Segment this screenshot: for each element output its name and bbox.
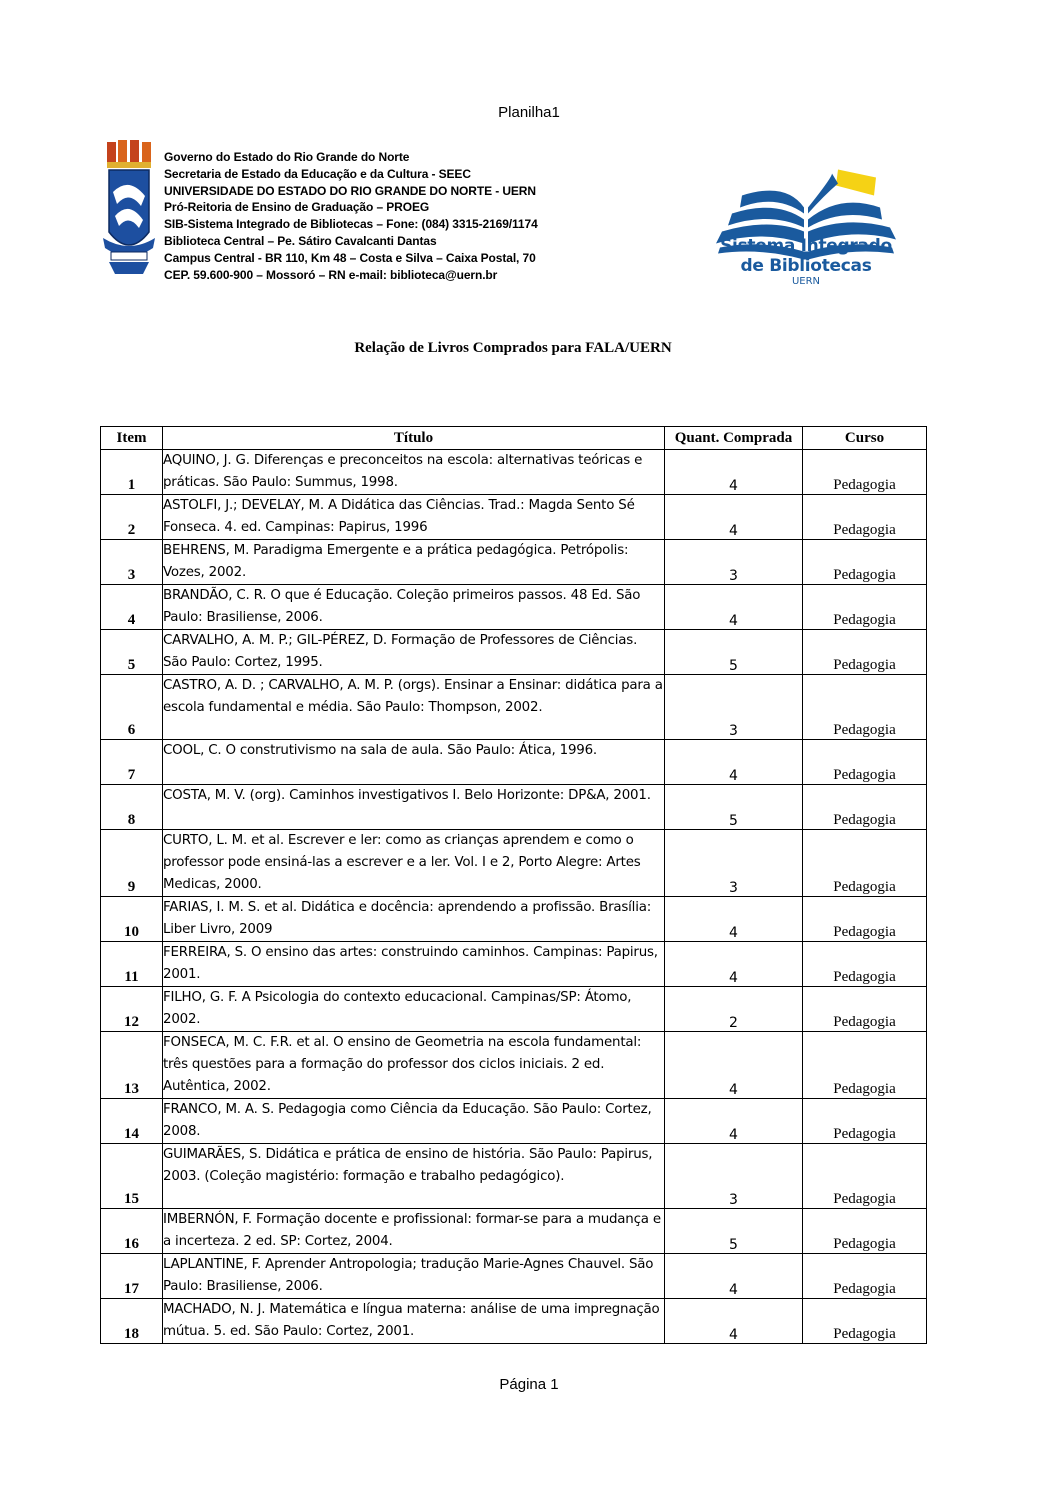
- item-number: 17: [101, 1254, 163, 1299]
- quantity: 5: [665, 630, 803, 675]
- table-row: [101, 450, 927, 495]
- course: Pedagogia: [803, 1209, 927, 1254]
- item-number: 16: [101, 1209, 163, 1254]
- table-row: [101, 897, 927, 942]
- quantity: 5: [665, 785, 803, 830]
- table-row: [101, 1144, 927, 1209]
- table-row: [101, 1032, 927, 1099]
- book-title: GUIMARÃES, S. Didática e prática de ensino de história. São Paulo: Papirus, 2003. (Coleção magistério: formação e trabalho pedagógico).: [163, 1144, 665, 1209]
- column-header-titulo: Título: [163, 427, 665, 450]
- item-number: 5: [101, 630, 163, 675]
- quantity: 4: [665, 942, 803, 987]
- column-header-quant: Quant. Comprada: [665, 427, 803, 450]
- book-title: IMBERNÓN, F. Formação docente e profissional: formar-se para a mudança e a incerteza. 2 ed. SP: Cortez, 2004.: [163, 1209, 665, 1254]
- sib-logo-text: [706, 236, 906, 288]
- book-title: CURTO, L. M. et al. Escrever e ler: como as crianças aprendem e como o professor pode ensiná-las a escrever e a ler. Vol. I e 2, Porto Alegre: Artes Medicas, 2000.: [163, 830, 665, 897]
- quantity: 2: [665, 987, 803, 1032]
- table-row: [101, 675, 927, 740]
- quantity: 3: [665, 830, 803, 897]
- table-row: [101, 1099, 927, 1144]
- course: Pedagogia: [803, 897, 927, 942]
- table-row: [101, 785, 927, 830]
- book-title: LAPLANTINE, F. Aprender Antropologia; tradução Marie-Agnes Chauvel. São Paulo: Brasiliense, 2006.: [163, 1254, 665, 1299]
- quantity: 4: [665, 585, 803, 630]
- quantity: 4: [665, 450, 803, 495]
- quantity: 3: [665, 540, 803, 585]
- course: Pedagogia: [803, 495, 927, 540]
- quantity: 4: [665, 1099, 803, 1144]
- item-number: 4: [101, 585, 163, 630]
- table-row: [101, 495, 927, 540]
- course: Pedagogia: [803, 675, 927, 740]
- table-row: [101, 630, 927, 675]
- course: Pedagogia: [803, 1099, 927, 1144]
- course: Pedagogia: [803, 1299, 927, 1344]
- logo-line-3: UERN: [791, 276, 821, 287]
- course: Pedagogia: [803, 585, 927, 630]
- column-header-item: Item: [101, 427, 163, 450]
- course: Pedagogia: [803, 740, 927, 785]
- table-row: [101, 585, 927, 630]
- table-header-row: [101, 427, 927, 450]
- quantity: 3: [665, 1144, 803, 1209]
- item-number: 12: [101, 987, 163, 1032]
- book-title: MACHADO, N. J. Matemática e língua materna: análise de uma impregnação mútua. 5. ed. São Paulo: Cortez, 2001.: [163, 1299, 665, 1344]
- book-title: FERREIRA, S. O ensino das artes: construindo caminhos. Campinas: Papirus, 2001.: [163, 942, 665, 987]
- header-line: UNIVERSIDADE DO ESTADO DO RIO GRANDE DO NORTE - UERN: [164, 183, 536, 198]
- table-row: [101, 540, 927, 585]
- quantity: 5: [665, 1209, 803, 1254]
- uern-crest-logo: [103, 140, 155, 275]
- item-number: 6: [101, 675, 163, 740]
- item-number: 3: [101, 540, 163, 585]
- header-line: Biblioteca Central – Pe. Sátiro Cavalcanti Dantas: [164, 233, 437, 248]
- quantity: 4: [665, 495, 803, 540]
- header-line: Pró-Reitoria de Ensino de Graduação – PROEG: [164, 200, 430, 215]
- course: Pedagogia: [803, 1254, 927, 1299]
- book-title: COOL, C. O construtivismo na sala de aula. São Paulo: Ática, 1996.: [163, 740, 665, 785]
- table-row: [101, 1209, 927, 1254]
- item-number: 18: [101, 1299, 163, 1344]
- course: Pedagogia: [803, 942, 927, 987]
- quantity: 4: [665, 1032, 803, 1099]
- table-row: [101, 987, 927, 1032]
- book-title: AQUINO, J. G. Diferenças e preconceitos na escola: alternativas teóricas e práticas. São Paulo: Summus, 1998.: [163, 450, 665, 495]
- book-title: FILHO, G. F. A Psicologia do contexto educacional. Campinas/SP: Átomo, 2002.: [163, 987, 665, 1032]
- item-number: 9: [101, 830, 163, 897]
- header-line: Secretaria de Estado da Educação e da Cultura - SEEC: [164, 166, 471, 181]
- table-row: [101, 1299, 927, 1344]
- document-title: Relação de Livros Comprados para FALA/UERN: [354, 340, 672, 356]
- table-row: [101, 942, 927, 987]
- column-header-curso: Curso: [803, 427, 927, 450]
- course: Pedagogia: [803, 830, 927, 897]
- books-table: [100, 426, 927, 1344]
- quantity: 3: [665, 675, 803, 740]
- course: Pedagogia: [803, 1032, 927, 1099]
- course: Pedagogia: [803, 785, 927, 830]
- quantity: 4: [665, 1299, 803, 1344]
- item-number: 15: [101, 1144, 163, 1209]
- book-title: BEHRENS, M. Paradigma Emergente e a prática pedagógica. Petrópolis: Vozes, 2002.: [163, 540, 665, 585]
- item-number: 13: [101, 1032, 163, 1099]
- book-title: BRANDÃO, C. R. O que é Educação. Coleção primeiros passos. 48 Ed. São Paulo: Brasiliense, 2006.: [163, 585, 665, 630]
- item-number: 8: [101, 785, 163, 830]
- table-row: [101, 1254, 927, 1299]
- table-row: [101, 830, 927, 897]
- book-title: FRANCO, M. A. S. Pedagogia como Ciência da Educação. São Paulo: Cortez, 2008.: [163, 1099, 665, 1144]
- institution-header: [164, 149, 538, 283]
- course: Pedagogia: [803, 987, 927, 1032]
- logo-line-1: Sistema Integrado: [720, 236, 892, 256]
- book-title: ASTOLFI, J.; DEVELAY, M. A Didática das Ciências. Trad.: Magda Sento Sé Fonseca. 4. ed. Campinas: Papirus, 1996: [163, 495, 665, 540]
- book-title: COSTA, M. V. (org). Caminhos investigativos I. Belo Horizonte: DP&A, 2001.: [163, 785, 665, 830]
- book-title: FARIAS, I. M. S. et al. Didática e docência: aprendendo a profissão. Brasília: Liber Livro, 2009: [163, 897, 665, 942]
- item-number: 2: [101, 495, 163, 540]
- logo-line-2: de Bibliotecas: [740, 256, 872, 276]
- course: Pedagogia: [803, 540, 927, 585]
- header-line: CEP. 59.600-900 – Mossoró – RN e-mail: biblioteca@uern.br: [164, 267, 498, 282]
- item-number: 11: [101, 942, 163, 987]
- book-title: CARVALHO, A. M. P.; GIL-PÉREZ, D. Formação de Professores de Ciências. São Paulo: Cortez, 1995.: [163, 630, 665, 675]
- book-title: FONSECA, M. C. F.R. et al. O ensino de Geometria na escola fundamental: três questões para a formação do professor dos ciclos iniciais. 2 ed. Autêntica, 2002.: [163, 1032, 665, 1099]
- page-number: Página 1: [499, 1376, 559, 1393]
- item-number: 14: [101, 1099, 163, 1144]
- header-line: Governo do Estado do Rio Grande do Norte: [164, 150, 410, 164]
- course: Pedagogia: [803, 450, 927, 495]
- book-title: CASTRO, A. D. ; CARVALHO, A. M. P. (orgs). Ensinar a Ensinar: didática para a escola fundamental e média. São Paulo: Thompson, 2002.: [163, 675, 665, 740]
- quantity: 4: [665, 1254, 803, 1299]
- quantity: 4: [665, 897, 803, 942]
- table-row: [101, 740, 927, 785]
- header-line: SIB-Sistema Integrado de Bibliotecas – Fone: (084) 3315-2169/1174: [164, 217, 538, 232]
- sheet-name: Planilha1: [498, 104, 560, 121]
- course: Pedagogia: [803, 630, 927, 675]
- quantity: 4: [665, 740, 803, 785]
- course: Pedagogia: [803, 1144, 927, 1209]
- item-number: 7: [101, 740, 163, 785]
- header-line: Campus Central - BR 110, Km 48 – Costa e Silva – Caixa Postal, 70: [164, 250, 536, 265]
- item-number: 10: [101, 897, 163, 942]
- item-number: 1: [101, 450, 163, 495]
